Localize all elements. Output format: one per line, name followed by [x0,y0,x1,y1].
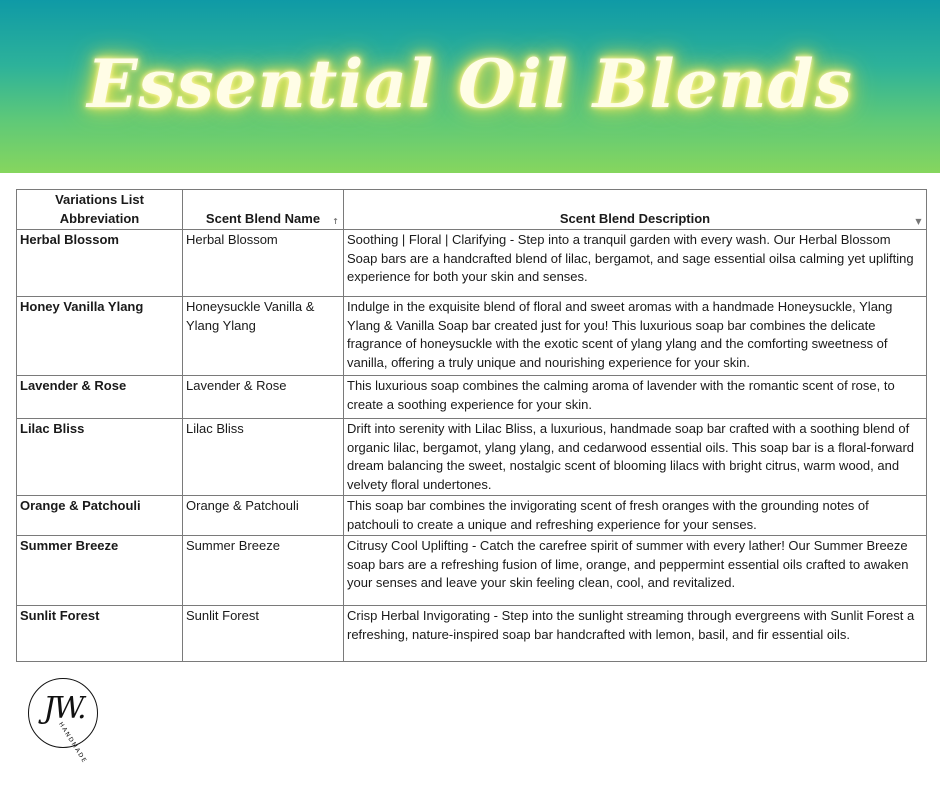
table-row [17,606,927,662]
table-row [17,376,927,419]
table-row [17,297,927,376]
filter-dropdown-icon[interactable]: ▼ [915,217,922,226]
cell-abbreviation: Sunlit Forest [17,606,183,662]
cell-abbreviation: Lilac Bliss [17,419,183,496]
cell-scent-name: Sunlit Forest [183,606,344,662]
logo-initials: JW. [43,691,85,726]
header-scent-name[interactable]: Scent Blend Name ↑ [183,190,344,230]
cell-scent-description: Citrusy Cool Uplifting - Catch the carefree spirit of summer with every lather! Our Summer Breeze soap bars are a refreshing fusion of lime, orange, and peppermint essential oils crafted to awaken your senses and leave your skin feeling clean, cool, and revitalized. [344,536,927,606]
cell-scent-name: Lavender & Rose [183,376,344,419]
cell-scent-name: Herbal Blossom [183,230,344,297]
sort-ascending-icon[interactable]: ↑ [332,217,339,226]
table-row [17,496,927,536]
cell-scent-description: Crisp Herbal Invigorating - Step into the sunlight streaming through evergreens with Sunlit Forest a refreshing, nature-inspired soap bar handcrafted with lemon, basil, and fir essential oils. [344,606,927,662]
title-banner [0,0,940,173]
header-scent-description[interactable]: Scent Blend Description ▼ [344,190,927,230]
cell-scent-description: Soothing | Floral | Clarifying - Step into a tranquil garden with every wash. Our Herbal Blossom Soap bars are a handcrafted blend of lilac, bergamot, and sage essential oilsa calming yet uplifting experience for both your skin and senses. [344,230,927,297]
cell-abbreviation: Honey Vanilla Ylang [17,297,183,376]
cell-scent-description: This luxurious soap combines the calming aroma of lavender with the romantic scent of rose, to create a soothing experience for your skin. [344,376,927,419]
cell-scent-name: Honeysuckle Vanilla & Ylang Ylang [183,297,344,376]
brand-logo [28,678,98,765]
table-row [17,536,927,606]
cell-abbreviation: Summer Breeze [17,536,183,606]
cell-scent-name: Summer Breeze [183,536,344,606]
cell-scent-description: Drift into serenity with Lilac Bliss, a luxurious, handmade soap bar crafted with a soothing blend of organic lilac, bergamot, ylang ylang, and cedarwood essential oils. This soap bar is a floral-forward dream balancing the sweet, nostalgic scent of blooming lilacs with bright citrus, warm wood, and velvety floral undertones. [344,419,927,496]
table-row [17,419,927,496]
cell-scent-name: Lilac Bliss [183,419,344,496]
cell-scent-description: Indulge in the exquisite blend of floral and sweet aromas with a handmade Honeysuckle, Ylang Ylang & Vanilla Soap bar created just for you! This luxurious soap bar combines the delicate fragrance of honeysuckle with the exotic scent of ylang ylang and the comforting sweetness of vanilla, offering a truly unique and nourishing experience for your skin. [344,297,927,376]
cell-scent-name: Orange & Patchouli [183,496,344,536]
logo-tagline: HANDMADE [57,721,89,765]
page-title: Essential Oil Blends [87,44,853,123]
blends-table [16,189,927,662]
cell-abbreviation: Lavender & Rose [17,376,183,419]
header-abbreviation: Variations List Abbreviation [17,190,183,230]
cell-scent-description: This soap bar combines the invigorating scent of fresh oranges with the grounding notes of patchouli to create a unique and refreshing experience for your senses. [344,496,927,536]
table-row [17,230,927,297]
cell-abbreviation: Orange & Patchouli [17,496,183,536]
cell-abbreviation: Herbal Blossom [17,230,183,297]
table-header-row [17,190,927,230]
